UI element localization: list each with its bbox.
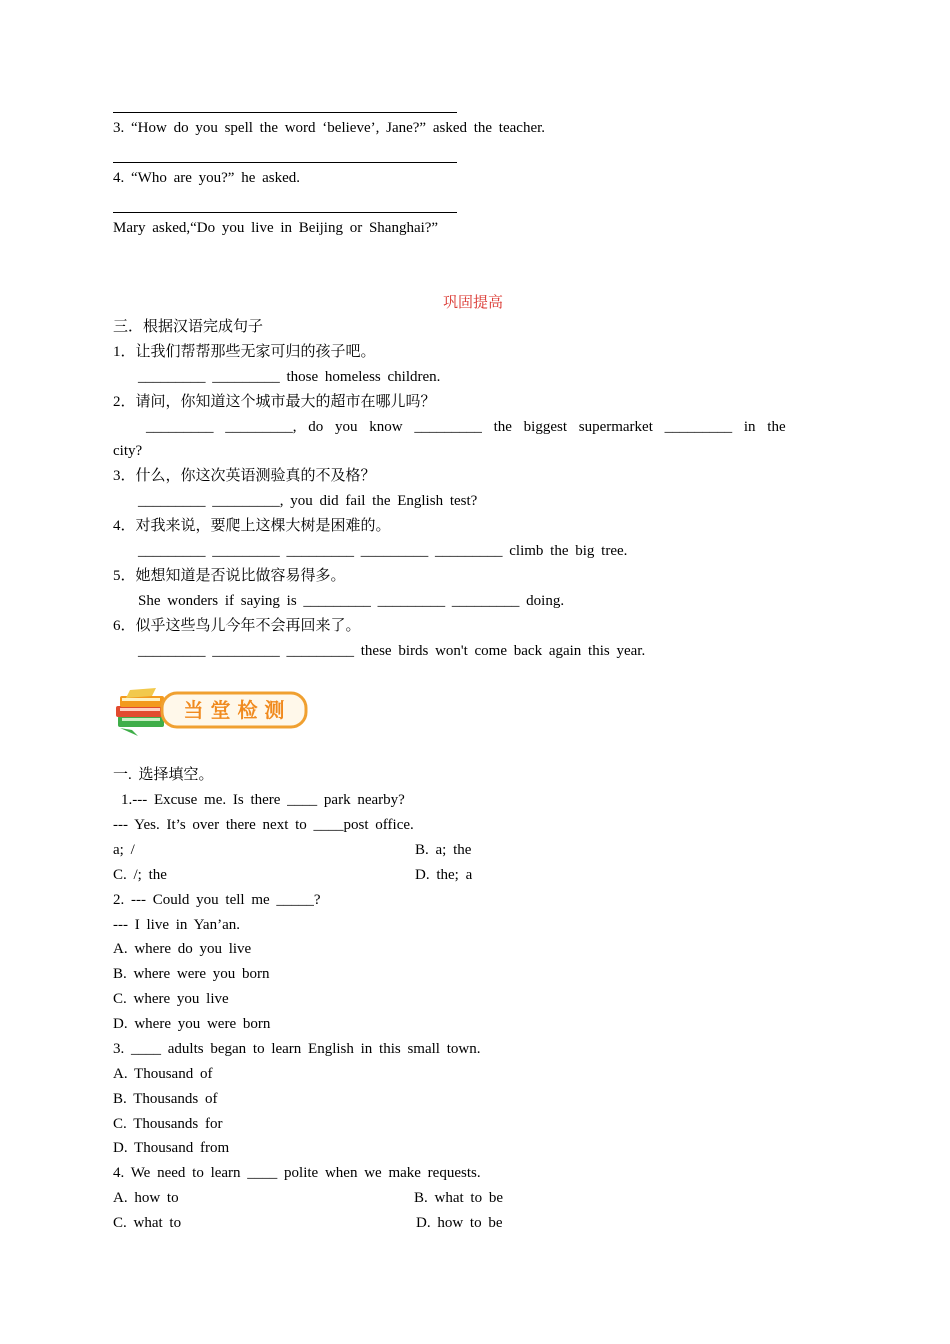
option-c: C. what to [113, 1215, 182, 1231]
option-c: C. Thousands for [113, 1116, 223, 1132]
option-a: A. Thousand of [113, 1066, 213, 1082]
option-b: B. where were you born [113, 966, 270, 982]
question-text: Mary asked,“Do you live in Beijing or Shanghai?” [113, 220, 439, 236]
option-c: C. /; the [113, 867, 167, 883]
question-stem: --- Yes. It’s over there next to ____post office. [113, 817, 414, 833]
english-blank-line: _________ _________, you did fail the English test? [138, 493, 478, 509]
option-a: A. how to [113, 1190, 179, 1206]
english-blank-line: _________ _________, do you know _________ the biggest supermarket _________ in the [146, 419, 786, 435]
option-d: D. the; a [415, 867, 473, 883]
english-blank-line: _________ _________ _________ these birds won't come back again this year. [138, 643, 646, 659]
option-d: D. how to be [416, 1215, 503, 1231]
option-d: D. Thousand from [113, 1140, 230, 1156]
chinese-prompt: 6．似乎这些鸟儿今年不会再回来了。 [113, 618, 361, 634]
answer-line [113, 212, 457, 213]
chinese-prompt: 2．请问，你知道这个城市最大的超市在哪儿吗？ [113, 394, 436, 410]
question-stem: 3. ____ adults began to learn English in this small town. [113, 1041, 481, 1057]
question-stem: --- I live in Yan’an. [113, 917, 240, 933]
section-title: 巩固提高 [443, 295, 504, 311]
answer-line [113, 112, 457, 113]
english-blank-line-cont: city? [113, 443, 143, 459]
english-blank-line: She wonders if saying is _________ _________ _________ doing. [138, 593, 565, 609]
chinese-prompt: 4．对我来说，要爬上这棵大树是困难的。 [113, 518, 391, 534]
option-d: D. where you were born [113, 1016, 271, 1032]
question-text: 3. “How do you spell the word ‘believe’, Jane?” asked the teacher. [113, 120, 546, 136]
badge-text: 当 堂 检 测 [183, 698, 285, 722]
question-stem: 2. --- Could you tell me _____? [113, 892, 321, 908]
question-stem: 4. We need to learn ____ polite when we make requests. [113, 1165, 481, 1181]
option-b: B. a; the [415, 842, 472, 858]
question-stem: 1.--- Excuse me. Is there ____ park nearby? [121, 792, 405, 808]
answer-line [113, 162, 457, 163]
in-class-test-badge [112, 686, 312, 738]
option-b: B. Thousands of [113, 1091, 218, 1107]
option-a: a; / [113, 842, 135, 858]
books-icon [116, 688, 164, 736]
question-text: 4. “Who are you?” he asked. [113, 170, 301, 186]
part-heading: 一. 选择填空。 [113, 767, 214, 783]
chinese-prompt: 5．她想知道是否说比做容易得多。 [113, 568, 346, 584]
option-a: A. where do you live [113, 941, 252, 957]
english-blank-line: _________ _________ _________ _________ _________ climb the big tree. [138, 543, 628, 559]
part-heading: 三．根据汉语完成句子 [113, 319, 264, 335]
option-c: C. where you live [113, 991, 229, 1007]
chinese-prompt: 3．什么，你这次英语测验真的不及格？ [113, 468, 376, 484]
option-b: B. what to be [414, 1190, 503, 1206]
chinese-prompt: 1．让我们帮帮那些无家可归的孩子吧。 [113, 344, 376, 360]
english-blank-line: _________ _________ those homeless children. [138, 369, 441, 385]
